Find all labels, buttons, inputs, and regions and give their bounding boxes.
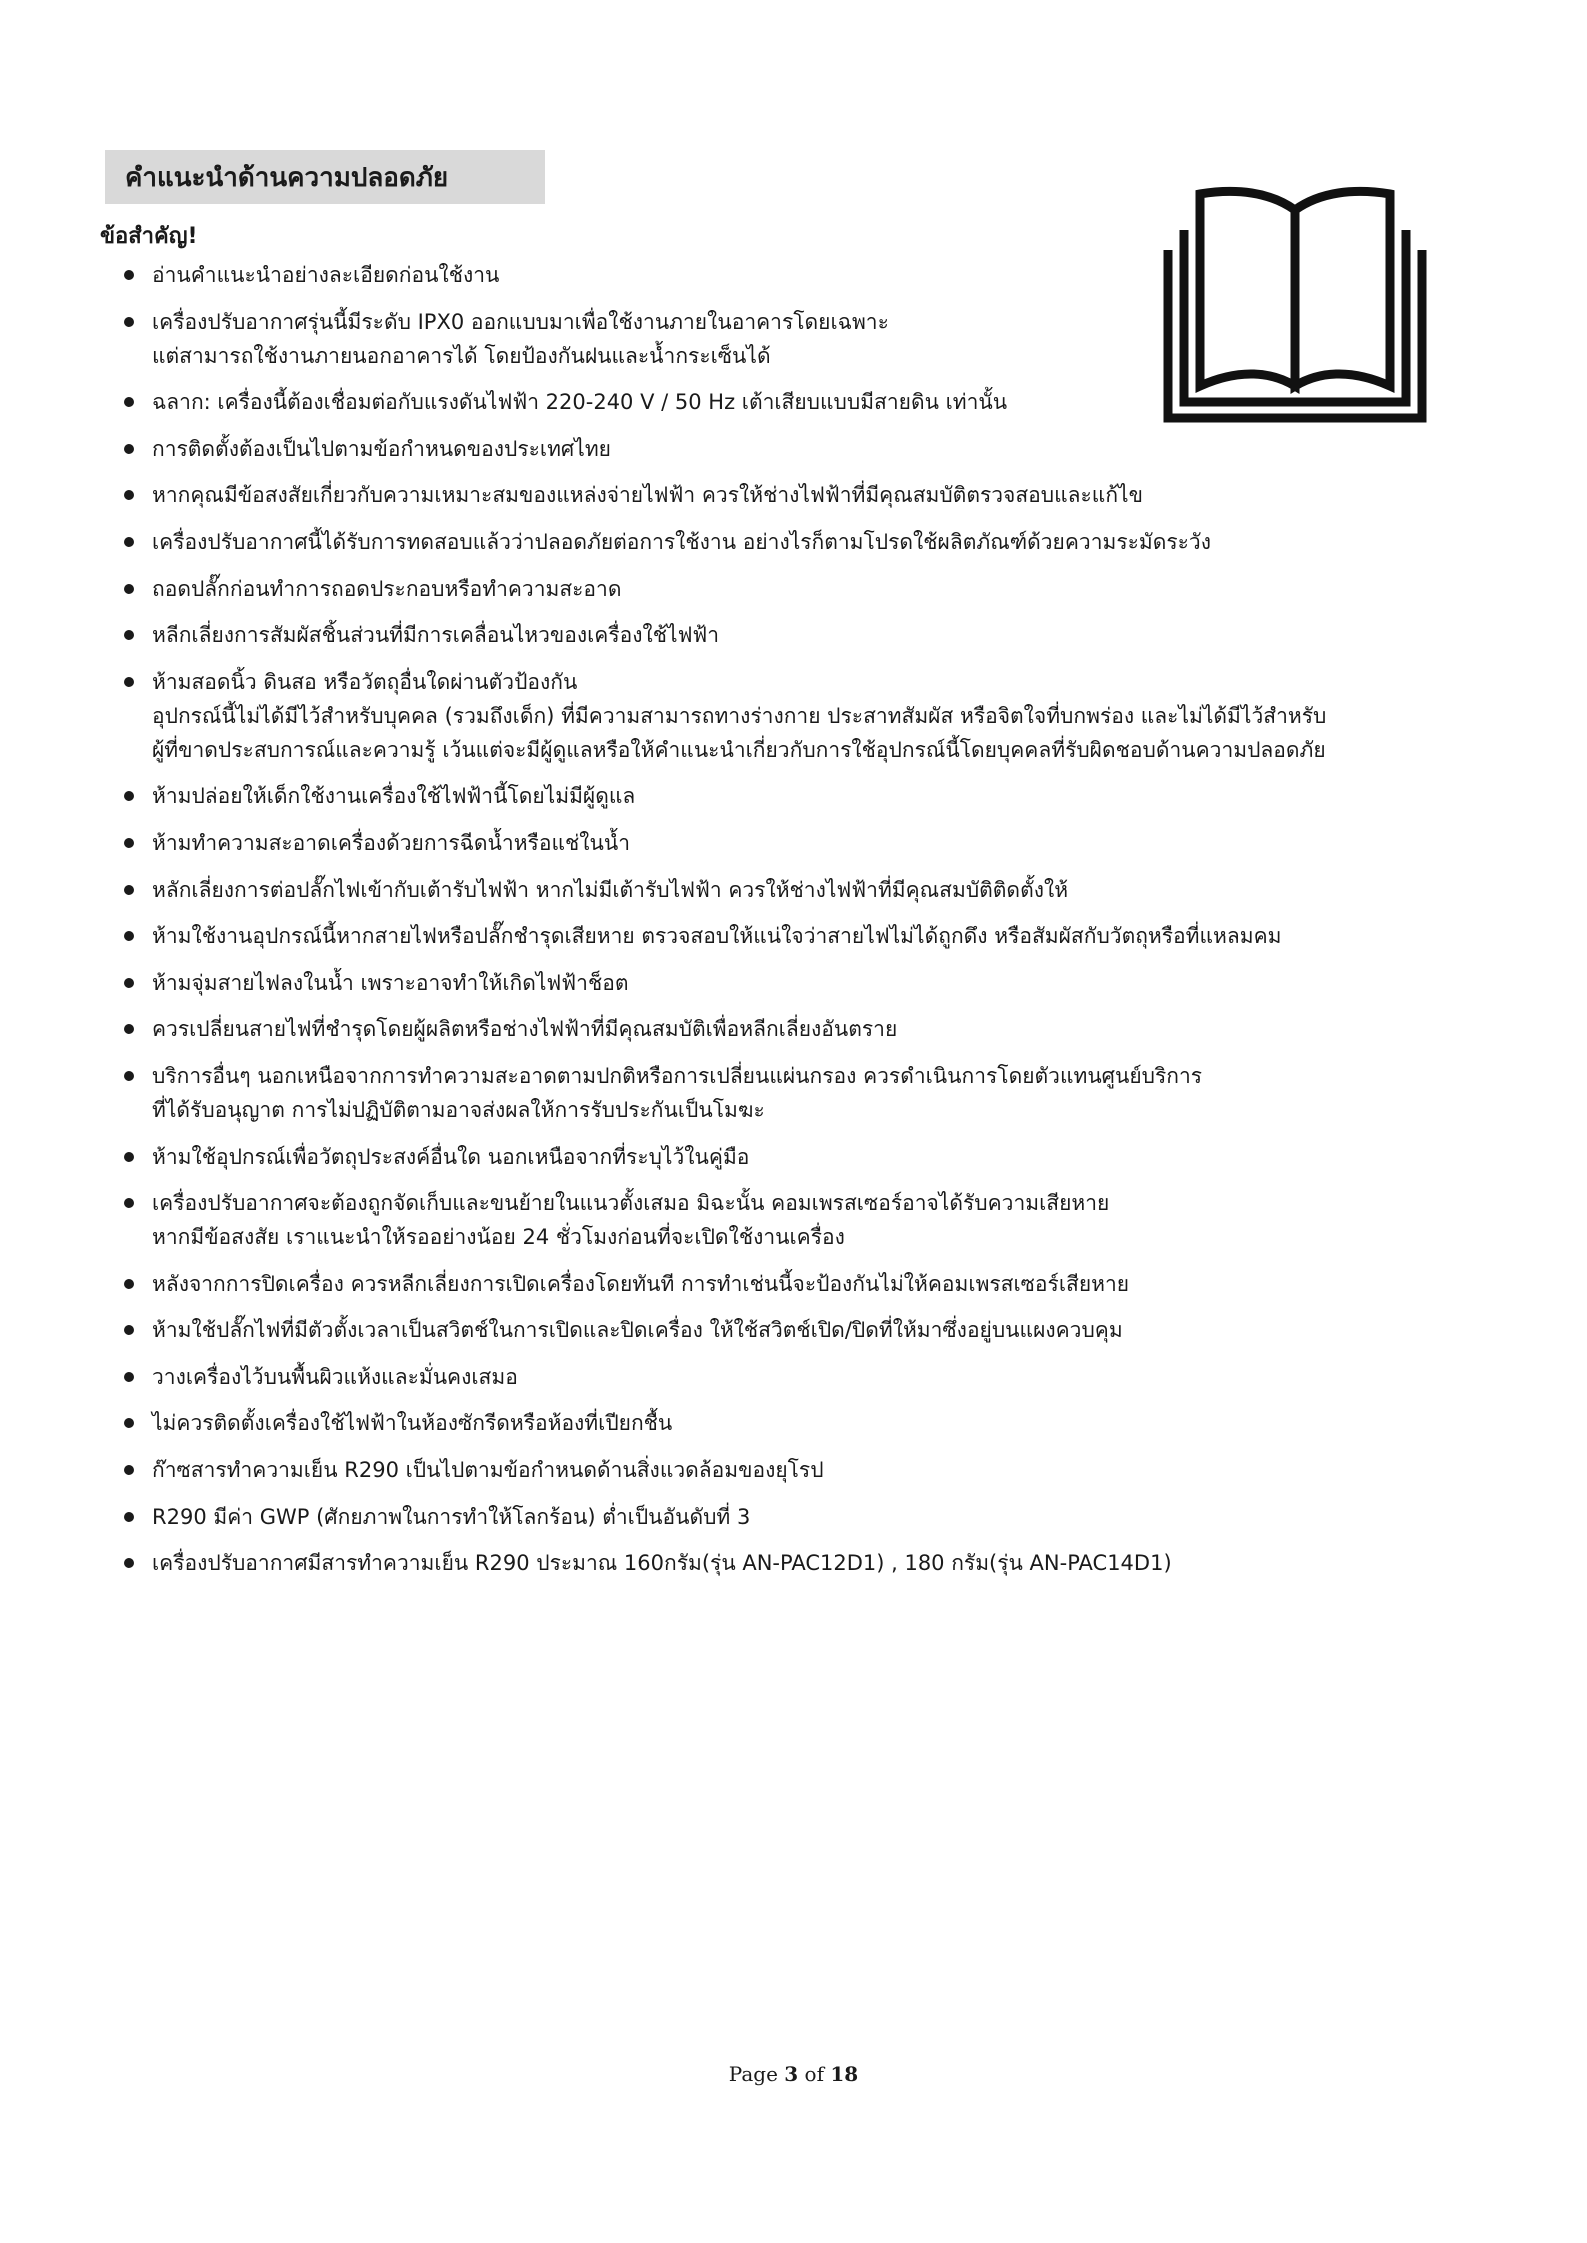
list-item bbox=[122, 1546, 1542, 1580]
list-item-text: ไม่ควรติดตั้งเครื่องใช้ไฟฟ้าในห้องซักรีดหรือห้องที่เปียกชื้น bbox=[152, 1411, 673, 1436]
list-item-continuation: แต่สามารถใช้งานภายนอกอาคารได้ โดยป้องกันฝนและน้ำกระเซ็นได้ bbox=[152, 343, 771, 368]
list-item bbox=[122, 779, 1542, 813]
list-item bbox=[122, 665, 1542, 767]
list-item-text: บริการอื่นๆ นอกเหนือจากการทำความสะอาดตามปกติหรือการเปลี่ยนแผ่นกรอง ควรดำเนินการโดยตัวแทนศูนย์บริการ bbox=[152, 1063, 1203, 1088]
list-item-text: ห้ามปล่อยให้เด็กใช้งานเครื่องใช้ไฟฟ้านี้โดยไม่มีผู้ดูแล bbox=[152, 784, 636, 809]
list-item bbox=[122, 478, 1542, 512]
list-item-text: เครื่องปรับอากาศมีสารทำความเย็น R290 ประมาณ 160กรัม(รุ่น AN-PAC12D1) , 180 กรัม(รุ่น AN-PAC14D1) bbox=[152, 1551, 1172, 1576]
list-item-text: ห้ามใช้ปลั๊กไฟที่มีตัวตั้งเวลาเป็นสวิตช์ในการเปิดและปิดเครื่อง ให้ใช้สวิตช์เปิด/ปิดที่ให้มาซึ่งอยู่บนแผงควบคุม bbox=[152, 1318, 1123, 1343]
list-item-text: หลีกเลี่ยงการสัมผัสชิ้นส่วนที่มีการเคลื่อนไหวของเครื่องใช้ไฟฟ้า bbox=[152, 623, 720, 648]
list-item-text: เครื่องปรับอากาศนี้ได้รับการทดสอบแล้วว่าปลอดภัยต่อการใช้งาน อย่างไรก็ตามโปรดใช้ผลิตภัณฑ์ด้วยความระมัดระวัง bbox=[152, 529, 1211, 554]
page-word: Page bbox=[728, 2062, 778, 2086]
list-item bbox=[122, 826, 1542, 860]
list-item-text: ห้ามสอดนิ้ว ดินสอ หรือวัตถุอื่นใดผ่านตัวป้องกัน bbox=[152, 669, 578, 694]
list-item-continuation: อุปกรณ์นี้ไม่ได้มีไว้สำหรับบุคคล (รวมถึงเด็ก) ที่มีความสามารถทางร่างกาย ประสาทสัมผัส หรือจิตใจที่บกพร่อง และไม่ได้มีไว้สำหรับ bbox=[152, 703, 1327, 728]
list-item-continuation: หากมีข้อสงสัย เราแนะนำให้รออย่างน้อย 24 ชั่วโมงก่อนที่จะเปิดใช้งานเครื่อง bbox=[152, 1225, 845, 1250]
list-item bbox=[122, 1186, 1542, 1254]
list-item-text: ห้ามใช้งานอุปกรณ์นี้หากสายไฟหรือปลั๊กชำรุดเสียหาย ตรวจสอบให้แน่ใจว่าสายไฟไม่ได้ถูกดึง หรือสัมผัสกับวัตถุหรือที่แหลมคม bbox=[152, 924, 1282, 949]
list-item bbox=[122, 618, 1542, 652]
list-item bbox=[122, 1453, 1542, 1487]
list-item-text: ควรเปลี่ยนสายไฟที่ชำรุดโดยผู้ผลิตหรือช่างไฟฟ้าที่มีคุณสมบัติเพื่อหลีกเลี่ยงอันตราย bbox=[152, 1017, 898, 1042]
list-item bbox=[122, 1360, 1542, 1394]
list-item-text: หากคุณมีข้อสงสัยเกี่ยวกับความเหมาะสมของแหล่งจ่ายไฟฟ้า ควรให้ช่างไฟฟ้าที่มีคุณสมบัติตรวจสอบและแก้ไข bbox=[152, 483, 1143, 508]
list-item bbox=[122, 385, 1542, 419]
list-item-continuation: ผู้ที่ขาดประสบการณ์และความรู้ เว้นแต่จะมีผู้ดูแลหรือให้คำแนะนำเกี่ยวกับการใช้อุปกรณ์นี้โดยบุคคลที่รับผิดชอบด้านความปลอดภัย bbox=[152, 737, 1326, 762]
list-item bbox=[122, 305, 1542, 373]
list-item bbox=[122, 1406, 1542, 1440]
list-item bbox=[122, 1267, 1542, 1301]
list-item-text: เครื่องปรับอากาศจะต้องถูกจัดเก็บและขนย้ายในแนวตั้งเสมอ มิฉะนั้น คอมเพรสเซอร์อาจได้รับความเสียหาย bbox=[152, 1191, 1110, 1216]
list-item-continuation: ที่ได้รับอนุญาต การไม่ปฏิบัติตามอาจส่งผลให้การรับประกันเป็นโมฆะ bbox=[152, 1097, 765, 1122]
list-item-text: หลักเลี่ยงการต่อปลั๊กไฟเข้ากับเต้ารับไฟฟ้า หากไม่มีเต้ารับไฟฟ้า ควรให้ช่างไฟฟ้าที่มีคุณสมบัติติดตั้งให้ bbox=[152, 877, 1069, 902]
of-word: of bbox=[804, 2062, 824, 2086]
list-item bbox=[122, 572, 1542, 606]
list-item bbox=[122, 432, 1542, 466]
list-item-text: ก๊าซสารทำความเย็น R290 เป็นไปตามข้อกำหนดด้านสิ่งแวดล้อมของยุโรป bbox=[152, 1458, 824, 1483]
list-item-text: R290 มีค่า GWP (ศักยภาพในการทำให้โลกร้อน) ต่ำเป็นอันดับที่ 3 bbox=[152, 1504, 751, 1529]
list-item bbox=[122, 1313, 1542, 1347]
section-title: คำแนะนำด้านความปลอดภัย bbox=[125, 162, 449, 193]
section-title-box bbox=[105, 150, 545, 204]
list-item-text: ห้ามใช้อุปกรณ์เพื่อวัตถุประสงค์อื่นใด นอกเหนือจากที่ระบุไว้ในคู่มือ bbox=[152, 1144, 750, 1169]
list-item bbox=[122, 258, 1542, 292]
total-pages-number: 18 bbox=[830, 2062, 859, 2086]
list-item bbox=[122, 1140, 1542, 1174]
list-item bbox=[122, 1012, 1542, 1046]
list-item bbox=[122, 525, 1542, 559]
list-item-text: ถอดปลั๊กก่อนทำการถอดประกอบหรือทำความสะอาด bbox=[152, 576, 622, 601]
list-item bbox=[122, 1500, 1542, 1534]
list-item bbox=[122, 966, 1542, 1000]
list-item-text: วางเครื่องไว้บนพื้นผิวแห้งและมั่นคงเสมอ bbox=[152, 1364, 518, 1389]
safety-list bbox=[122, 258, 1542, 1593]
list-item-text: อ่านคำแนะนำอย่างละเอียดก่อนใช้งาน bbox=[152, 263, 500, 287]
list-item-text: เครื่องปรับอากาศรุ่นนี้มีระดับ IPX0 ออกแบบมาเพื่อใช้งานภายในอาคารโดยเฉพาะ bbox=[152, 309, 889, 334]
list-item-text: การติดตั้งต้องเป็นไปตามข้อกำหนดของประเทศไทย bbox=[152, 436, 611, 461]
list-item-text: หลังจากการปิดเครื่อง ควรหลีกเลี่ยงการเปิดเครื่องโดยทันที การทำเช่นนี้จะป้องกันไม่ให้คอมเพรสเซอร์เสียหาย bbox=[152, 1271, 1130, 1296]
important-label: ข้อสำคัญ! bbox=[100, 224, 198, 249]
list-item-text: ห้ามจุ่มสายไฟลงในน้ำ เพราะอาจทำให้เกิดไฟฟ้าช็อต bbox=[152, 970, 629, 995]
list-item bbox=[122, 873, 1542, 907]
list-item-text: ฉลาก: เครื่องนี้ต้องเชื่อมต่อกับแรงดันไฟฟ้า 220-240 V / 50 Hz เต้าเสียบแบบมีสายดิน เท่านั้น bbox=[152, 390, 1008, 415]
list-item bbox=[122, 919, 1542, 953]
current-page-number: 3 bbox=[784, 2062, 799, 2086]
page-footer bbox=[0, 2062, 1587, 2086]
list-item-text: ห้ามทำความสะอาดเครื่องด้วยการฉีดน้ำหรือแช่ในน้ำ bbox=[152, 830, 630, 855]
list-item bbox=[122, 1059, 1542, 1127]
